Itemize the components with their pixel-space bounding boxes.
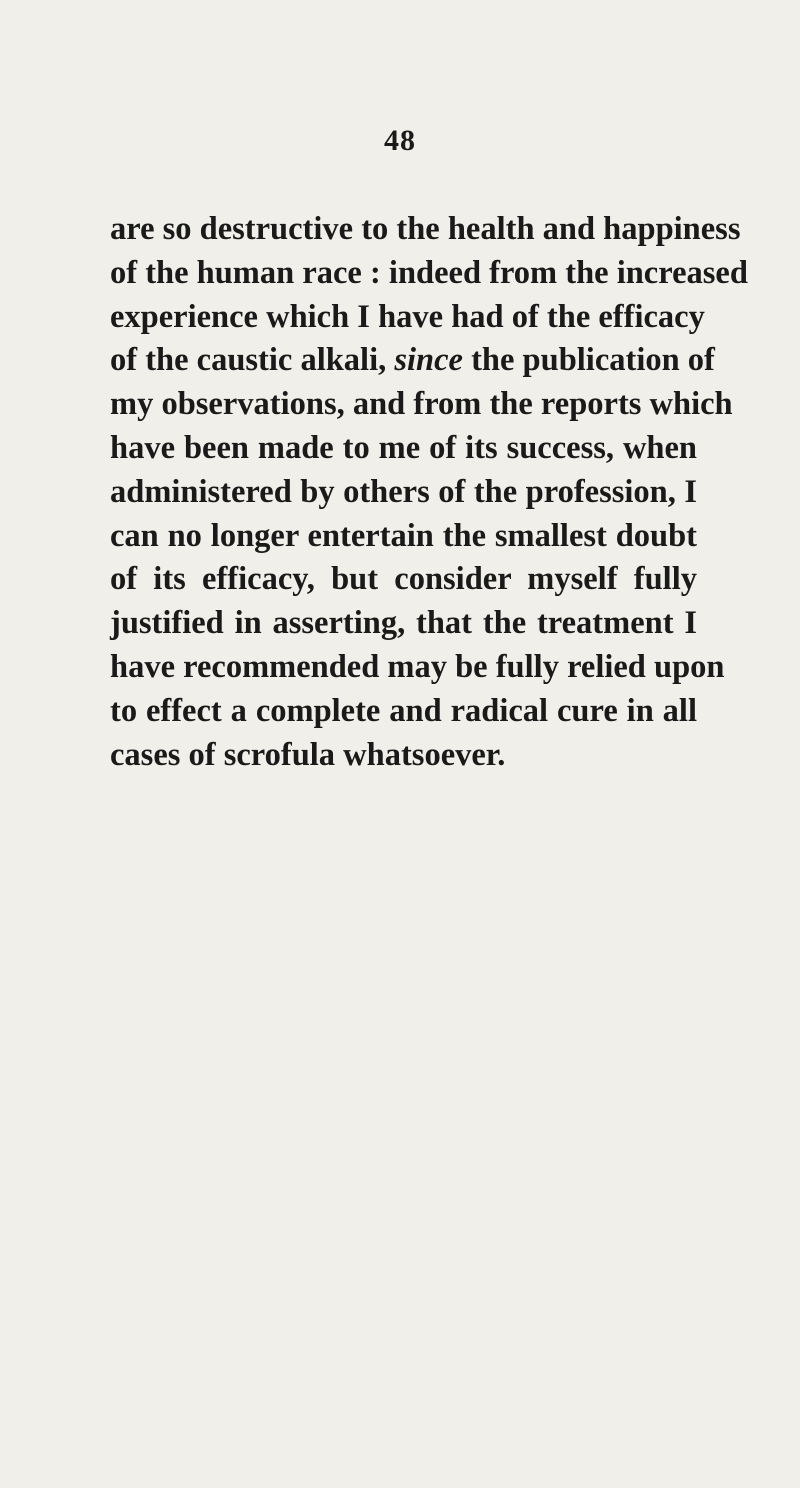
text-line-12: to effect a complete and radical cure in all <box>110 692 697 729</box>
text-line-4-start: of the caustic alkali, <box>110 342 387 379</box>
text-line-1: are so destructive to the health and happiness <box>110 211 741 247</box>
text-line-5: my observations, and from the reports which <box>110 386 733 423</box>
text-line-13: cases of scrofula whatsoever. <box>110 736 506 773</box>
text-line-4-end: the publication of <box>471 342 715 379</box>
emphasis-since: since <box>394 342 463 379</box>
text-line-8: can no longer entertain the smallest doubt <box>110 517 697 554</box>
text-line-6: have been made to me of its success, when <box>110 429 697 466</box>
text-line-9: of its efficacy, but consider myself fully <box>110 561 697 598</box>
text-line-4 <box>110 339 715 383</box>
page-number: 48 <box>384 124 416 157</box>
text-line-10: justified in asserting, that the treatment I <box>110 605 697 642</box>
text-line-7: administered by others of the profession, I <box>110 473 697 510</box>
text-line-2: of the human race : indeed from the increased <box>110 254 748 291</box>
text-line-11: have recommended may be fully relied upon <box>110 648 725 685</box>
body-paragraph <box>110 208 748 777</box>
text-line-3: experience which I have had of the efficacy <box>110 298 705 335</box>
